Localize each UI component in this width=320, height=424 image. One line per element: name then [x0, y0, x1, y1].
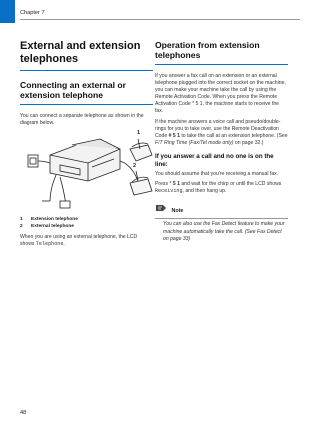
page-title: External and extension telephones	[20, 40, 141, 65]
chapter-label: Chapter 7	[20, 10, 45, 16]
operation-paragraph-2: If the machine answers a voice call and pseudo/double-rings for you to take over, use the Remote Deactivation Code # 5 1 to take the call at an extension telephone. (See F/T Ring Time (Fax/Tel mode only) on page 32.)	[155, 118, 288, 146]
left-column	[20, 40, 153, 127]
note-rule	[155, 218, 288, 219]
header-rule	[20, 19, 300, 20]
intro-paragraph: You can connect a separate telephone as shown in the diagram below.	[20, 113, 144, 127]
legend-item: 2 External telephone	[20, 224, 74, 229]
section-title-connecting: Connecting an external or extension telephone	[20, 80, 127, 100]
note-box	[155, 199, 288, 242]
note-text: You can also use the Fax Detect feature to make your machine automatically take the call. (See Fax Detect on page 33)	[163, 221, 285, 242]
legend-item: 1 Extension telephone	[20, 217, 78, 222]
chapter-tab	[0, 0, 15, 23]
note-icon	[155, 204, 167, 212]
manual-fax-paragraph: You should assume that you're receiving a manual fax.	[155, 171, 279, 178]
note-label: Note	[171, 208, 184, 215]
section-rule-connecting	[20, 104, 153, 105]
lcd-code: Telephone	[35, 241, 64, 248]
left-column-lower	[20, 216, 153, 248]
lcd-paragraph: When you are using an external telephone, the LCD shows Telephone.	[20, 234, 138, 248]
section-title-operation: Operation from extension telephones	[155, 40, 260, 60]
press-paragraph: Press * 5 1 and wait for the chirp or until the LCD shows Receiving, and then hang up.	[155, 181, 282, 195]
title-rule	[20, 70, 153, 71]
callout-1: 1	[137, 130, 141, 136]
section-rule-operation	[155, 64, 288, 65]
callout-2: 2	[133, 163, 137, 169]
connection-diagram	[20, 125, 155, 209]
operation-paragraph-1: If you answer a fax call on an extension or an external telephone plugged into the correct socket on the machine, you can make your machine take the call by using the Remote Activation Code. When you press the Remote Activation Code * 5 1, the machine starts to receive the fax.	[155, 73, 286, 115]
page-number: 48	[20, 410, 27, 416]
subheading-no-one: If you answer a call and no one is on the line:	[155, 152, 274, 168]
right-column	[155, 40, 288, 243]
